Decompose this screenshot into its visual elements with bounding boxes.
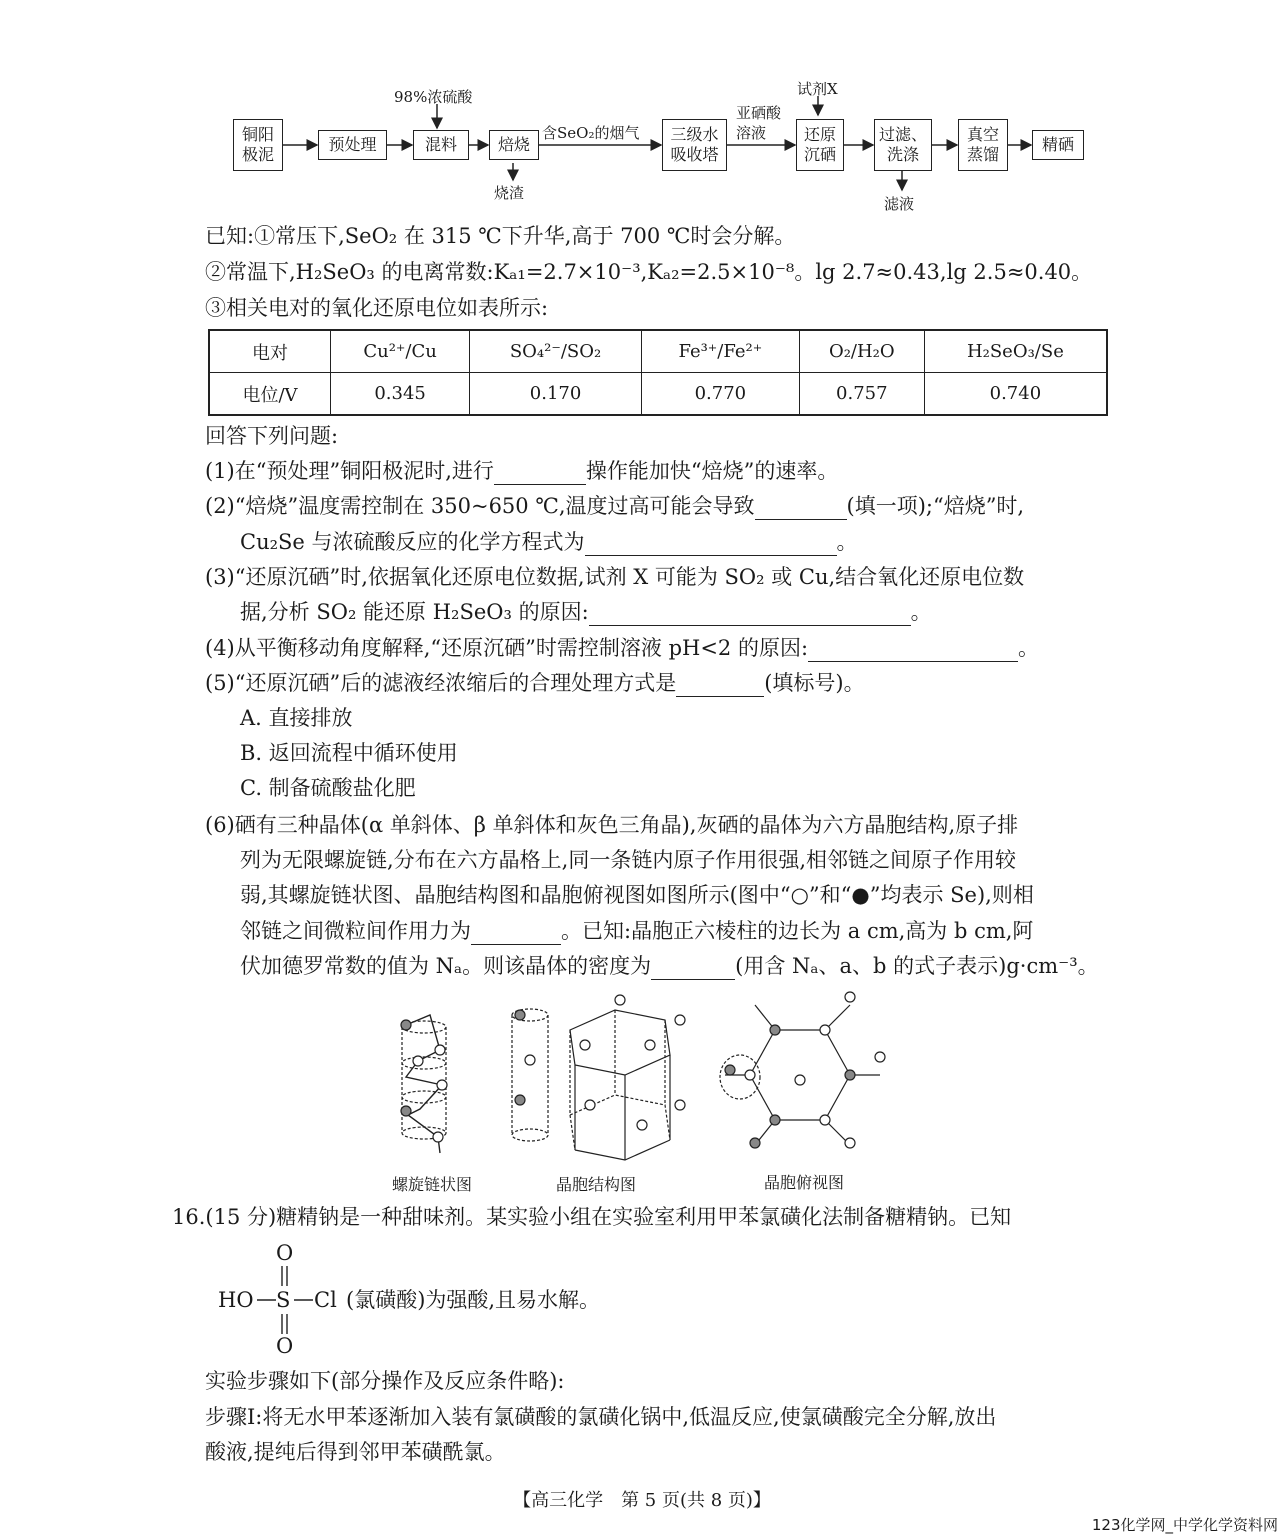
crystal-figures xyxy=(380,985,900,1175)
q2-text-b: (填一项);“焙烧”时, xyxy=(846,494,1025,518)
question-3-line2 xyxy=(240,598,932,626)
question-4 xyxy=(205,634,1039,662)
q16-step1-line1: 步骤Ⅰ:将无水甲苯逐渐加入装有氯磺酸的氯磺化锅中,低温反应,使氯磺酸完全分解,放出 xyxy=(205,1405,997,1429)
flow-box-label: 混料 xyxy=(424,135,457,154)
answer-blank[interactable] xyxy=(651,957,735,980)
q2-text-d: 。 xyxy=(836,530,858,554)
figure-caption-helix: 螺旋链状图 xyxy=(392,1175,473,1194)
option-a: A. 直接排放 xyxy=(240,706,353,730)
flow-label-filtrate: 滤液 xyxy=(884,195,915,213)
question-6-line1: (6)硒有三种晶体(α 单斜体、β 单斜体和灰色三角晶),灰硒的晶体为六方晶胞结构,原子排 xyxy=(205,813,1019,837)
q1-text-a: (1)在“预处理”铜阳极泥时,进行 xyxy=(205,459,494,483)
question-6-line4 xyxy=(240,917,1033,945)
q6-text-4a: 邻链之间微粒间作用力为 xyxy=(240,919,471,943)
figure-caption-unit-cell: 晶胞结构图 xyxy=(556,1175,637,1194)
flow-box-vacuum-distill xyxy=(958,119,1008,171)
answer-blank[interactable] xyxy=(755,497,847,520)
potential-table xyxy=(208,329,1108,416)
flow-label-acid: 98%浓硫酸 xyxy=(394,88,473,106)
flow-box-anode-mud xyxy=(233,119,283,171)
table-header-cell: Cu²⁺/Cu xyxy=(331,330,470,373)
q2-text-a: (2)“焙烧”温度需控制在 350~650 ℃,温度过高可能会导致 xyxy=(205,494,755,518)
flow-arrows xyxy=(0,0,1284,215)
flow-box-roasting xyxy=(489,130,539,160)
flow-box-refined-se xyxy=(1032,130,1084,160)
answer-blank[interactable] xyxy=(471,922,561,945)
table-header-cell: O₂/H₂O xyxy=(799,330,924,373)
table-header-cell: Fe³⁺/Fe²⁺ xyxy=(641,330,799,373)
figure-caption-top-view: 晶胞俯视图 xyxy=(764,1173,845,1192)
question-1 xyxy=(205,457,838,485)
known-1: 已知:①常压下,SeO₂ 在 315 ℃下升华,高于 700 ℃时会分解。 xyxy=(205,224,796,248)
answer-blank[interactable] xyxy=(676,674,764,697)
q4-text-a: (4)从平衡移动角度解释,“还原沉硒”时需控制溶液 pH<2 的原因: xyxy=(205,636,809,660)
struct-ho: HO xyxy=(218,1288,254,1312)
table-cell: 0.757 xyxy=(799,373,924,416)
struct-s: S xyxy=(276,1288,291,1312)
q6-text-5a: 伏加德罗常数的值为 Nₐ。则该晶体的密度为 xyxy=(240,954,652,978)
q2-text-c: Cu₂Se 与浓硫酸反应的化学方程式为 xyxy=(240,530,585,554)
flow-box-absorber xyxy=(662,119,727,171)
helix-chain-figure xyxy=(401,1015,447,1153)
flow-box-mixing xyxy=(413,130,469,160)
table-cell: 0.170 xyxy=(470,373,642,416)
table-cell: 电位/V xyxy=(209,373,331,416)
flow-box-label: 预处理 xyxy=(328,135,377,154)
table-cell: 0.770 xyxy=(641,373,799,416)
flow-box-label: 还原 沉硒 xyxy=(803,125,836,164)
struct-desc: (氯磺酸)为强酸,且易水解。 xyxy=(346,1288,601,1312)
known-2: ②常温下,H₂SeO₃ 的电离常数:Kₐ₁=2.7×10⁻³,Kₐ₂=2.5×10⁻⁸。lg 2.7≈0.43,lg 2.5≈0.40。 xyxy=(205,260,1093,284)
option-c: C. 制备硫酸盐化肥 xyxy=(240,776,416,800)
flow-box-reduction xyxy=(796,119,844,171)
flow-label-smoke: 含SeO₂的烟气 xyxy=(542,124,640,142)
flow-box-label: 真空 蒸馏 xyxy=(966,125,999,164)
q5-text-b: (填标号)。 xyxy=(764,671,865,695)
top-view-figure xyxy=(720,992,885,1148)
flow-box-pretreat xyxy=(318,130,387,160)
table-header-cell: SO₄²⁻/SO₂ xyxy=(470,330,642,373)
question-6-line2: 列为无限螺旋链,分布在六方晶格上,同一条链内原子作用很强,相邻链之间原子作用较 xyxy=(240,848,1017,872)
flow-label-reagent: 试剂X xyxy=(797,80,838,98)
flow-box-label: 过滤、 洗涤 xyxy=(878,125,927,164)
q5-text-a: (5)“还原沉硒”后的滤液经浓缩后的合理处理方式是 xyxy=(205,671,677,695)
watermark: 123化学网_中学化学资料网 xyxy=(1091,1516,1278,1534)
flow-box-label: 三级水 吸收塔 xyxy=(670,125,719,164)
page-footer: 【高三化学 第 5 页(共 8 页)】 xyxy=(513,1490,771,1511)
q16-step1-line2: 酸液,提纯后得到邻甲苯磺酰氯。 xyxy=(205,1440,506,1464)
q3-text-c: 。 xyxy=(910,600,932,624)
flow-box-filter-wash xyxy=(874,119,932,171)
question-3-line1: (3)“还原沉硒”时,依据氧化还原电位数据,试剂 X 可能为 SO₂ 或 Cu,结合氧化还原电位数 xyxy=(205,565,1025,589)
table-cell: 0.740 xyxy=(924,373,1107,416)
table-header-cell: 电对 xyxy=(209,330,331,373)
question-6-line5 xyxy=(240,952,1099,980)
table-row xyxy=(209,330,1107,373)
flow-label-residue: 烧渣 xyxy=(494,184,525,202)
q16-steps-intro: 实验步骤如下(部分操作及反应条件略): xyxy=(205,1369,565,1393)
answer-blank[interactable] xyxy=(494,462,586,485)
questions-intro: 回答下列问题: xyxy=(205,424,339,448)
answer-blank[interactable] xyxy=(585,533,837,556)
known-3: ③相关电对的氧化还原电位如表所示: xyxy=(205,296,549,320)
struct-o-top: O xyxy=(276,1241,294,1265)
struct-bonds xyxy=(250,1260,330,1340)
flow-box-label: 焙烧 xyxy=(497,135,530,154)
q4-text-b: 。 xyxy=(1018,636,1040,660)
flow-box-label: 精硒 xyxy=(1041,135,1074,154)
question-5 xyxy=(205,669,865,697)
q16-line1: 16.(15 分)糖精钠是一种甜味剂。某实验小组在实验室利用甲苯氯磺化法制备糖精钠。已知 xyxy=(172,1205,1012,1229)
table-cell: 0.345 xyxy=(331,373,470,416)
answer-blank[interactable] xyxy=(808,639,1018,662)
answer-blank[interactable] xyxy=(589,603,911,626)
q1-text-b: 操作能加快“焙烧”的速率。 xyxy=(585,459,839,483)
q6-text-4b: 。已知:晶胞正六棱柱的边长为 a cm,高为 b cm,阿 xyxy=(561,919,1034,943)
flow-label-solution: 亚硒酸 溶液 xyxy=(736,104,782,142)
q6-text-5b: (用含 Nₐ、a、b 的式子表示)g·cm⁻³。 xyxy=(735,954,1099,978)
flow-box-label: 铜阳 极泥 xyxy=(241,125,274,164)
struct-cl: Cl xyxy=(314,1288,337,1312)
unit-cell-figure xyxy=(512,995,685,1160)
question-2-line2 xyxy=(240,528,858,556)
table-row xyxy=(209,373,1107,416)
question-2-line1 xyxy=(205,492,1024,520)
q3-text-b: 据,分析 SO₂ 能还原 H₂SeO₃ 的原因: xyxy=(240,600,589,624)
table-header-cell: H₂SeO₃/Se xyxy=(924,330,1107,373)
question-6-line3: 弱,其螺旋链状图、晶胞结构图和晶胞俯视图如图所示(图中“○”和“●”均表示 Se),则相 xyxy=(240,883,1034,907)
option-b: B. 返回流程中循环使用 xyxy=(240,741,458,765)
struct-o-bottom: O xyxy=(276,1334,294,1358)
